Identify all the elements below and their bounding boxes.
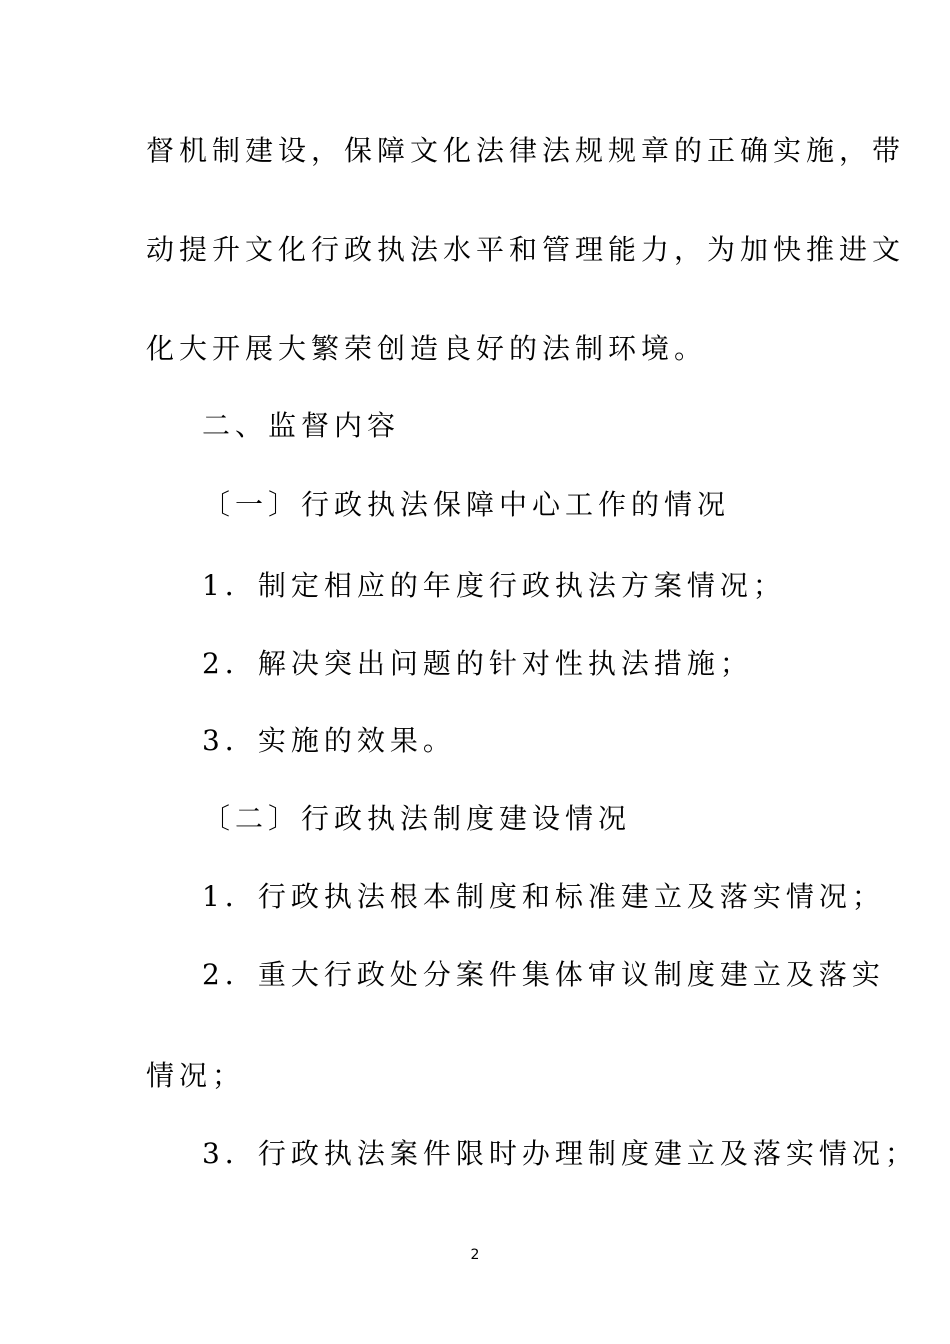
list-item-1-2: 2．解决突出问题的针对性执法措施； — [202, 647, 753, 680]
body-text-line-1: 督机制建设，保障文化法律法规规章的正确实施，带 — [146, 134, 906, 167]
subsection-heading-2: 〔二〕行政执法制度建设情况 — [202, 802, 632, 835]
body-text-line-2: 动提升文化行政执法水平和管理能力，为加快推进文 — [146, 233, 906, 266]
section-heading-supervision-content: 二、监督内容 — [202, 409, 401, 442]
list-item-2-2-continuation: 情况； — [146, 1059, 246, 1092]
body-text-line-3: 化大开展大繁荣创造良好的法制环境。 — [146, 332, 708, 365]
page-number: 2 — [470, 1247, 480, 1263]
list-item-2-3: 3．行政执法案件限时办理制度建立及落实情况； — [202, 1137, 918, 1170]
list-item-2-2: 2．重大行政处分案件集体审议制度建立及落实 — [202, 958, 885, 991]
list-item-1-3: 3．实施的效果。 — [202, 724, 456, 757]
subsection-heading-1: 〔一〕行政执法保障中心工作的情况 — [202, 488, 731, 521]
list-item-2-1: 1．行政执法根本制度和标准建立及落实情况； — [202, 880, 885, 913]
list-item-1-1: 1．制定相应的年度行政执法方案情况； — [202, 569, 786, 602]
